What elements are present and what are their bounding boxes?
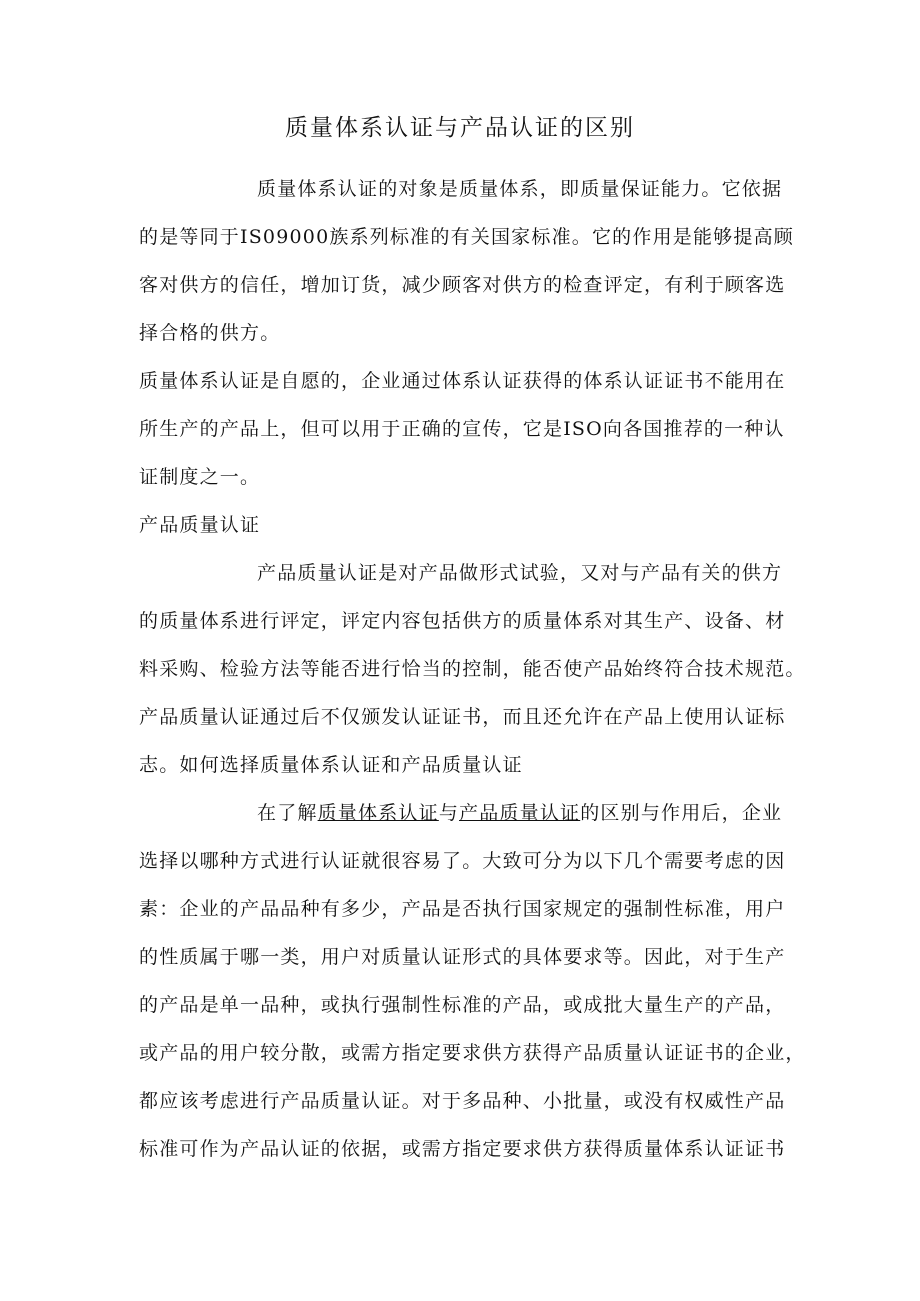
paragraph-line: 的产品是单一品种，或执行强制性标准的产品，或成批大量生产的产品， xyxy=(139,994,786,1016)
paragraph-line: 的质量体系进行评定，评定内容包括供方的质量体系对其生产、设备、材 xyxy=(139,610,786,632)
paragraph-line: 所生产的产品上，但可以用于正确的宣传，它是ISO向各国推荐的一种认 xyxy=(139,418,785,440)
paragraph-line: 标准可作为产品认证的依据，或需方指定要求供方获得质量体系认证证书 xyxy=(139,1138,786,1160)
inline-text: 与 xyxy=(438,802,460,824)
paragraph-line: 料采购、检验方法等能否进行恰当的控制，能否使产品始终符合技术规范。 xyxy=(139,658,806,680)
paragraph-line: 素：企业的产品品种有多少，产品是否执行国家规定的强制性标准，用户 xyxy=(139,898,786,920)
document-title: 质量体系认证与产品认证的区别 xyxy=(285,115,635,141)
section-heading: 产品质量认证 xyxy=(139,514,261,536)
paragraph-line: 质量体系认证的对象是质量体系，即质量保证能力。它依据 xyxy=(257,178,783,200)
inline-text: 的区别与作用后，企业 xyxy=(580,802,783,824)
paragraph-line: 的性质属于哪一类，用户对质量认证形式的具体要求等。因此，对于生产 xyxy=(139,946,786,968)
paragraph-line: 志。如何选择质量体系认证和产品质量认证 xyxy=(139,754,523,776)
paragraph-line: 或产品的用户较分散，或需方指定要求供方获得产品质量认证证书的企业， xyxy=(139,1042,806,1064)
underlined-term: 产品质量认证 xyxy=(459,802,581,824)
paragraph-line: 客对供方的信任，增加订货，减少顾客对供方的检查评定，有利于顾客选 xyxy=(139,274,786,296)
paragraph-line: 质量体系认证是自愿的，企业通过体系认证获得的体系认证证书不能用在 xyxy=(139,370,786,392)
inline-text: 在了解 xyxy=(257,802,318,824)
paragraph-line: 都应该考虑进行产品质量认证。对于多品种、小批量，或没有权威性产品 xyxy=(139,1090,786,1112)
paragraph-line xyxy=(257,799,782,827)
paragraph-line: 证制度之一。 xyxy=(139,466,261,488)
paragraph-line: 择合格的供方。 xyxy=(139,322,281,344)
paragraph-line: 的是等同于IS09000族系列标准的有关国家标准。它的作用是能够提高顾 xyxy=(139,226,794,248)
paragraph-line: 产品质量认证通过后不仅颁发认证证书，而且还允许在产品上使用认证标 xyxy=(139,706,786,728)
underlined-term: 质量体系认证 xyxy=(317,802,439,824)
paragraph-line: 选择以哪种方式进行认证就很容易了。大致可分为以下几个需要考虑的因 xyxy=(139,850,786,872)
paragraph-line: 产品质量认证是对产品做形式试验，又对与产品有关的供方 xyxy=(257,562,783,584)
